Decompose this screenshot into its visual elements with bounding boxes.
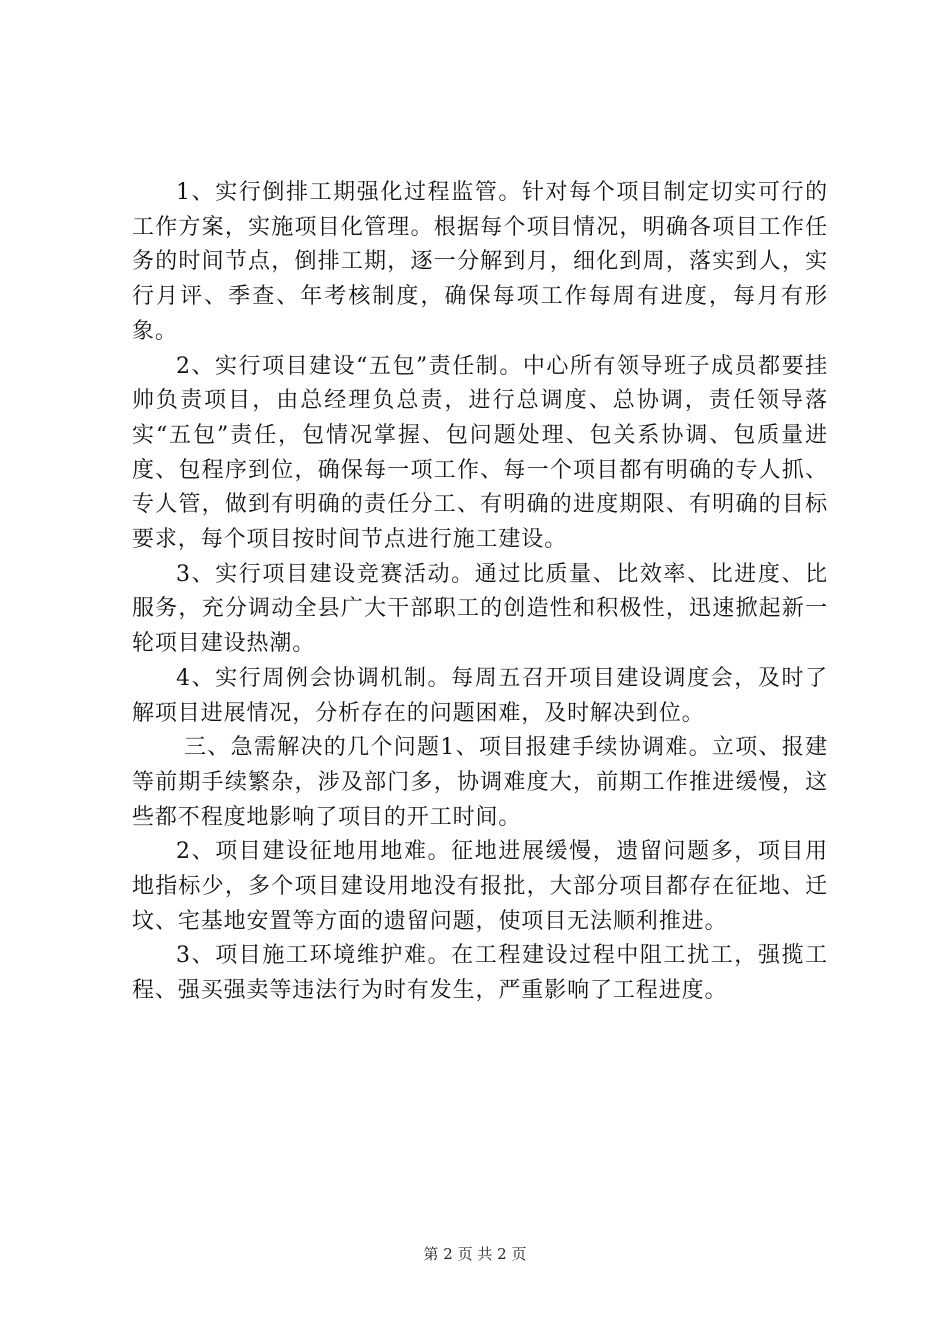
paragraph-five-responsibility: 2、实行项目建设“五包”责任制。中心所有领导班子成员都要挂帅负责项目，由总经理负总责，进行总调度、总协调，责任领导落实“五包”责任，包情况掌握、包问题处理、包关系协调、包质量进度、包程序到位，确保每一项工作、每一个项目都有明确的专人抓、专人管，做到有明确的责任分工、有明确的进度期限、有明确的目标要求，每个项目按时间节点进行施工建设。 <box>132 353 828 553</box>
page-number-footer: 第 2 页 共 2 页 <box>423 1245 527 1263</box>
paragraph-land-acquisition: 2、项目建设征地用地难。征地进展缓慢，遗留问题多，项目用地指标少，多个项目建设用地没有报批，大部分项目都存在征地、迁坟、宅基地安置等方面的遗留问题，使项目无法顺利推进。 <box>132 839 828 934</box>
document-body <box>132 176 828 1009</box>
paragraph-construction-environment: 3、项目施工环境维护难。在工程建设过程中阻工扰工，强揽工程、强买强卖等违法行为时有发生，严重影响了工程进度。 <box>132 943 828 1004</box>
paragraph-urgent-problems: 三、急需解决的几个问题1、项目报建手续协调难。立项、报建等前期手续繁杂，涉及部门多，协调难度大，前期工作推进缓慢，这些都不程度地影响了项目的开工时间。 <box>132 735 828 830</box>
paragraph-weekly-meeting: 4、实行周例会协调机制。每周五召开项目建设调度会，及时了解项目进展情况，分析存在的问题困难，及时解决到位。 <box>132 665 828 726</box>
paragraph-schedule-supervision: 1、实行倒排工期强化过程监管。针对每个项目制定切实可行的工作方案，实施项目化管理。根据每个项目情况，明确各项目工作任务的时间节点，倒排工期，逐一分解到月，细化到周，落实到人，实行月评、季查、年考核制度，确保每项工作每周有进度，每月有形象。 <box>132 180 828 344</box>
paragraph-construction-competition: 3、实行项目建设竞赛活动。通过比质量、比效率、比进度、比服务，充分调动全县广大干部职工的创造性和积极性，迅速掀起新一轮项目建设热潮。 <box>132 561 828 657</box>
